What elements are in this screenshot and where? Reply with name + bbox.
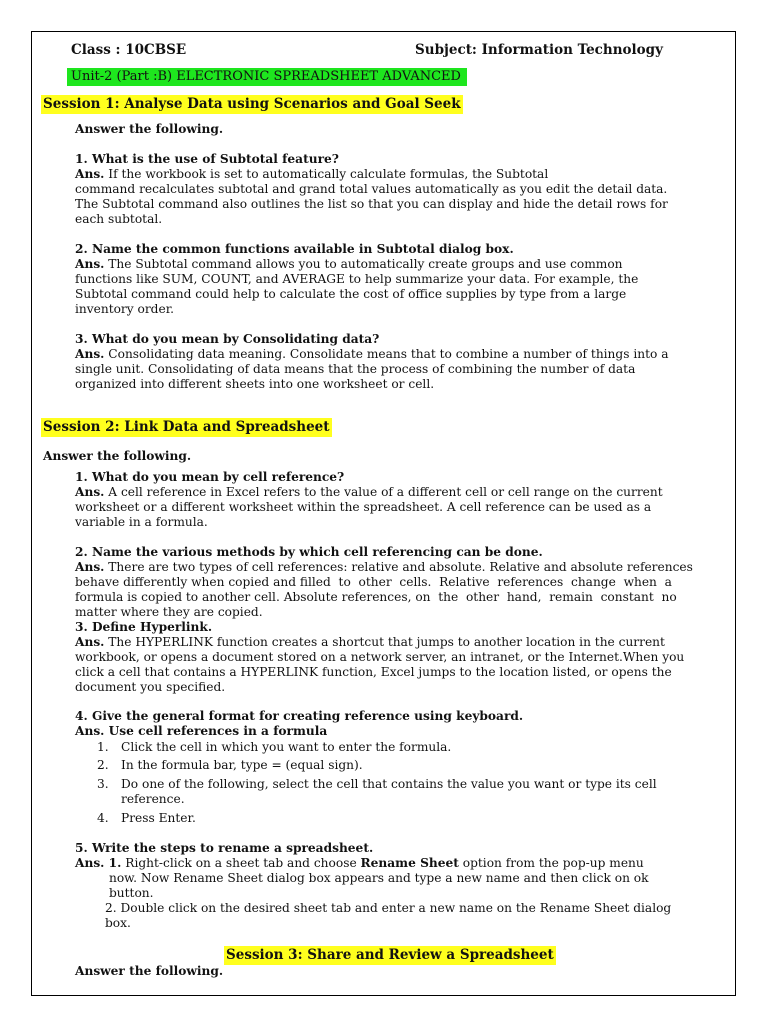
answer-line: option from the pop-up menu <box>458 856 644 870</box>
answer-line: Subtotal command could help to calculate the cost of office supplies by type from a large <box>75 287 627 301</box>
ans-label: Ans. <box>75 635 105 649</box>
answer-line: A cell reference in Excel refers to the value of a different cell or cell range on the current <box>104 485 663 499</box>
step-text: Click the cell in which you want to enter the formula. <box>121 740 452 754</box>
list-item <box>97 811 717 829</box>
session1-title <box>41 96 463 112</box>
unit-title <box>67 69 467 84</box>
answer-line: The Subtotal command also outlines the list so that you can display and hide the detail rows for <box>75 197 668 211</box>
session1-q2 <box>75 242 735 317</box>
answer-line: There are two types of cell references: relative and absolute. Relative and absolute references <box>104 560 693 574</box>
session2-q2-answer <box>75 560 735 575</box>
session2-q3-question: 3. Define Hyperlink. <box>75 620 213 634</box>
answer-line: inventory order. <box>75 302 175 316</box>
session2-q4-question: 4. Give the general format for creating reference using keyboard. <box>75 709 524 723</box>
session1-q3-question: 3. What do you mean by Consolidating data? <box>75 332 380 346</box>
session2-q1-answer <box>75 485 735 500</box>
session2-q3-answer <box>75 635 735 650</box>
answer-line: formula is copied to another cell. Absolute references, on the other hand, remain constant no <box>75 590 677 604</box>
session2-q1-question: 1. What do you mean by cell reference? <box>75 470 345 484</box>
session1-q1-answer <box>75 167 735 182</box>
ans-label: Ans. 1. <box>75 856 122 870</box>
session2-q2-question: 2. Name the various methods by which cell referencing can be done. <box>75 545 543 559</box>
answer-line: document you specified. <box>75 680 226 694</box>
answer-line: command recalculates subtotal and grand total values automatically as you edit the detail data. <box>75 182 668 196</box>
answer-line: each subtotal. <box>75 212 163 226</box>
answer-line: workbook, or opens a document stored on a network server, an intranet, or the Internet.When you <box>75 650 685 664</box>
step-number: 2. <box>97 758 109 772</box>
answer-line: behave differently when copied and filled to other cells. Relative references change when a <box>75 575 672 589</box>
session2-instruction: Answer the following. <box>43 449 192 463</box>
answer-line: click a cell that contains a HYPERLINK function, Excel jumps to the location listed, or opens the <box>75 665 672 679</box>
session3-title <box>224 947 556 963</box>
session2-q5-answer <box>75 856 735 871</box>
session2-q4 <box>75 709 735 739</box>
session2-q5 <box>75 841 735 931</box>
session1-q1 <box>75 152 735 227</box>
answer-line: worksheet or a different worksheet within the spreadsheet. A cell reference can be used as a <box>75 500 652 514</box>
step-text: Press Enter. <box>121 811 196 825</box>
step-number: 4. <box>97 811 109 825</box>
steps-list <box>97 740 717 829</box>
session2-q1 <box>75 470 735 530</box>
answer-line: Right-click on a sheet tab and choose <box>121 856 361 870</box>
session1-q2-answer <box>75 257 735 272</box>
list-item <box>97 777 687 811</box>
ans-label: Ans. <box>75 167 105 181</box>
session1-q3-answer <box>75 347 735 362</box>
answer-line: Consolidating data meaning. Consolidate means that to combine a number of things into a <box>104 347 669 361</box>
session1-title-text: Session 1: Analyse Data using Scenarios and Goal Seek <box>43 96 461 112</box>
ans-label: Ans. <box>75 485 105 499</box>
answer-line: now. Now Rename Sheet dialog box appears and type a new name and then click on ok <box>109 871 649 885</box>
ans-label: Ans. <box>75 347 105 361</box>
step-text: In the formula bar, type = (equal sign). <box>121 758 363 772</box>
session2-q5-question: 5. Write the steps to rename a spreadsheet. <box>75 841 374 855</box>
session2-q3 <box>75 620 735 695</box>
rename-sheet-term: Rename Sheet <box>360 856 459 870</box>
answer-line: matter where they are copied. <box>75 605 263 619</box>
session2-q4-answer-heading: Ans. Use cell references in a formula <box>75 724 328 738</box>
session2-title-text: Session 2: Link Data and Spreadsheet <box>43 419 330 435</box>
session3-instruction: Answer the following. <box>75 964 224 978</box>
class-label: Class : 10CBSE <box>71 42 187 58</box>
answer-line: button. <box>109 886 154 900</box>
answer-line: variable in a formula. <box>75 515 208 529</box>
answer-line: functions like SUM, COUNT, and AVERAGE to help summarize your data. For example, the <box>75 272 639 286</box>
answer-line: organized into different sheets into one worksheet or cell. <box>75 377 435 391</box>
session2-q2 <box>75 545 735 620</box>
step-text: Do one of the following, select the cell that contains the value you want or type its cell reference. <box>121 777 657 806</box>
answer-line: single unit. Consolidating of data means that the process of combining the number of data <box>75 362 636 376</box>
session1-q2-question: 2. Name the common functions available in Subtotal dialog box. <box>75 242 514 256</box>
list-item <box>97 758 717 777</box>
session1-q3 <box>75 332 735 392</box>
answer-line: If the workbook is set to automatically calculate formulas, the Subtotal <box>104 167 549 181</box>
step-number: 1. <box>97 740 109 754</box>
step-number: 3. <box>97 777 109 791</box>
ans-label: Ans. <box>75 560 105 574</box>
ans-label: Ans. <box>75 257 105 271</box>
answer-line: 2. Double click on the desired sheet tab and enter a new name on the Rename Sheet dialog <box>105 901 672 915</box>
session1-q1-question: 1. What is the use of Subtotal feature? <box>75 152 339 166</box>
list-item <box>97 740 717 758</box>
answer-line: The HYPERLINK function creates a shortcut that jumps to another location in the current <box>104 635 665 649</box>
unit-title-text: Unit-2 (Part :B) ELECTRONIC SPREADSHEET ADVANCED <box>67 68 467 86</box>
session3-title-text: Session 3: Share and Review a Spreadsheet <box>226 947 554 963</box>
answer-line: The Subtotal command allows you to automatically create groups and use common <box>104 257 623 271</box>
session2-title <box>41 419 332 435</box>
session1-instruction: Answer the following. <box>75 122 224 136</box>
answer-line: box. <box>105 916 131 930</box>
subject-label: Subject: Information Technology <box>415 42 663 58</box>
